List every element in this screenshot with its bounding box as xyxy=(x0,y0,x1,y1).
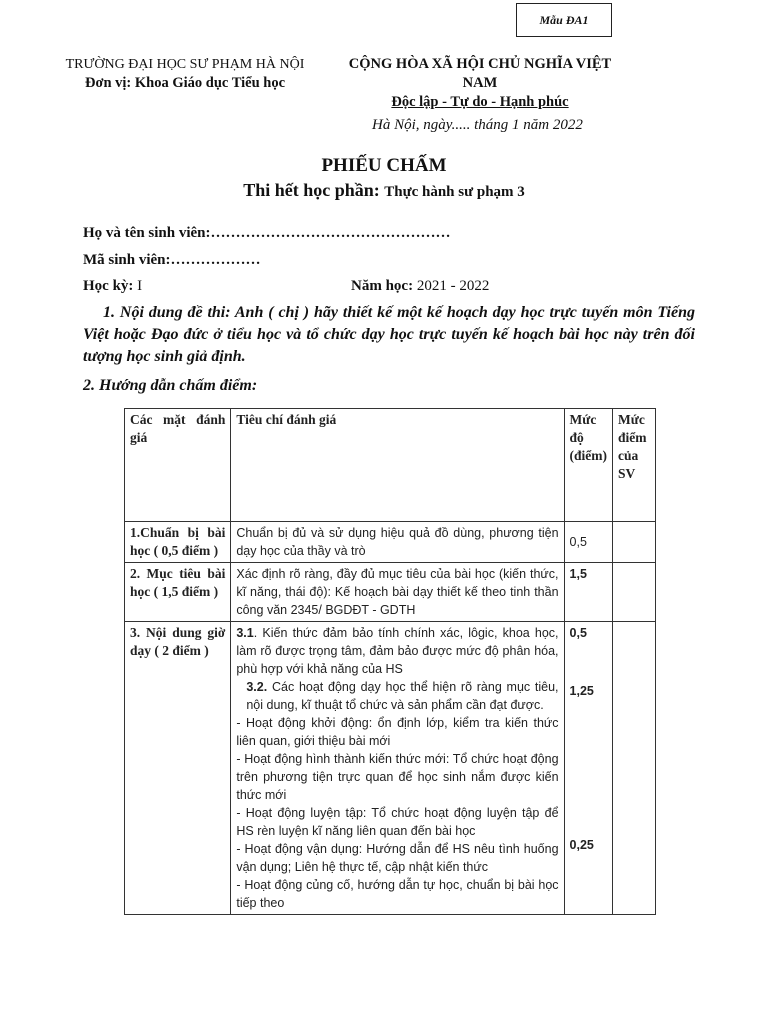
student-name-text: Họ và tên sinh viên:………………………………………… xyxy=(83,225,451,241)
level-3-practice: 0,25 xyxy=(569,838,594,852)
activity-application: - Hoạt động vận dụng: Hướng dẫn để HS nêu tình huống vận dụng; Liên hệ thực tế, cập nhật kiến thức xyxy=(236,842,559,874)
criteria-3-2 xyxy=(236,678,558,714)
table-row xyxy=(125,522,656,563)
criteria-3-1-text: . Kiến thức đảm bảo tính chính xác, lôgic, khoa học, làm rõ được trọng tâm, đảm bảo được mức độ phân hóa, phù hợp với khả năng của HS xyxy=(236,626,559,676)
row-level: 1,5 xyxy=(564,563,613,622)
course-name: Thực hành sư phạm 3 xyxy=(384,184,525,200)
row-criteria: Chuẩn bị đủ và sử dụng hiệu quả đồ dùng, phương tiện dạy học của thầy và trò xyxy=(231,522,564,563)
grading-table xyxy=(124,408,656,915)
year-field xyxy=(351,278,489,295)
student-id-field xyxy=(83,252,261,269)
row-aspect: 2. Mục tiêu bài học ( 1,5 điểm ) xyxy=(125,563,231,622)
exam-content: 1. Nội dung đề thi: Anh ( chị ) hãy thiết kế một kế hoạch dạy học trực tuyến môn Tiếng Việt hoặc Đạo đức ở tiểu học và tổ chức dạy học trực tuyến kế hoạch bài học này trên đối tượng học sinh giả định. xyxy=(83,304,695,365)
student-name-field xyxy=(83,225,451,242)
row-criteria: Xác định rõ ràng, đầy đủ mục tiêu của bài học (kiến thức, kĩ năng, thái độ): Kế hoạch bài dạy thiết kế theo tinh thần công văn 2345/ BGDĐT - GDTH xyxy=(231,563,564,622)
year-label: Năm học: xyxy=(351,278,414,294)
criteria-3-1 xyxy=(236,624,558,678)
level-3-1: 0,5 xyxy=(569,626,587,640)
table-row xyxy=(125,622,656,915)
row-level xyxy=(564,622,613,915)
student-id-text: Mã sinh viên:……………… xyxy=(83,252,261,268)
row-student-score xyxy=(613,622,656,915)
table-header-row xyxy=(125,409,656,522)
table-row xyxy=(125,563,656,622)
form-code-box: Mẫu ĐA1 xyxy=(516,3,612,37)
department-name: Đơn vị: Khoa Giáo dục Tiểu học xyxy=(84,75,286,91)
page-title: PHIẾU CHẤM xyxy=(321,155,447,176)
activity-warmup: - Hoạt động khởi động: ổn định lớp, kiểm tra kiến thức liên quan, giới thiệu bài mới xyxy=(236,716,559,748)
row-student-score xyxy=(613,563,656,622)
col-student-score-header: Mức điểm của SV xyxy=(613,409,656,522)
col-level-header: Mức độ (điểm) xyxy=(564,409,613,522)
activity-practice: - Hoạt động luyện tập: Tổ chức hoạt động luyện tập để HS rèn luyện kĩ năng liên quan đến bài học xyxy=(236,806,559,838)
col-aspect-header: Các mặt đánh giá xyxy=(125,409,231,522)
row-criteria xyxy=(231,622,564,915)
activity-consolidation: - Hoạt động củng cố, hướng dẫn tự học, chuẩn bị bài học tiếp theo xyxy=(236,878,559,910)
country-name: CỘNG HÒA XÃ HỘI CHỦ NGHĨA VIỆT NAM xyxy=(348,56,612,91)
row-level: 0,5 xyxy=(564,522,613,563)
row-student-score xyxy=(613,522,656,563)
level-3-2: 1,25 xyxy=(569,684,594,698)
col-criteria-header: Tiêu chí đánh giá xyxy=(231,409,564,522)
activity-new-knowledge: - Hoạt động hình thành kiến thức mới: Tổ chức hoạt động trên phương tiện trực quan để học sinh nắm được kiến thức mới xyxy=(236,752,559,802)
year-value: 2021 - 2022 xyxy=(416,278,490,294)
national-motto: Độc lập - Tự do - Hạnh phúc xyxy=(391,94,569,110)
criteria-3-1-num: 3.1 xyxy=(236,626,254,640)
date-line: Hà Nội, ngày..... tháng 1 năm 2022 xyxy=(372,117,583,133)
row-aspect: 3. Nội dung giờ dạy ( 2 điểm ) xyxy=(125,622,231,915)
subtitle-label: Thi hết học phần: xyxy=(243,180,380,200)
grading-guide-title: 2. Hướng dẫn chấm điểm: xyxy=(83,377,258,394)
university-name: TRƯỜNG ĐẠI HỌC SƯ PHẠM HÀ NỘI xyxy=(65,57,305,72)
semester-field xyxy=(83,278,142,295)
national-header xyxy=(330,55,630,112)
exam-subtitle xyxy=(0,180,768,201)
criteria-3-2-text: Các hoạt động dạy học thể hiện rõ ràng mục tiêu, nội dung, kĩ thuật tổ chức và sản phẩm cần đạt được. xyxy=(246,680,559,712)
semester-value: I xyxy=(137,278,143,294)
row-aspect: 1.Chuẩn bị bài học ( 0,5 điểm ) xyxy=(125,522,231,563)
criteria-3-2-num: 3.2. xyxy=(246,680,268,694)
semester-label: Học kỳ: xyxy=(83,278,134,294)
institution-header xyxy=(60,55,310,93)
